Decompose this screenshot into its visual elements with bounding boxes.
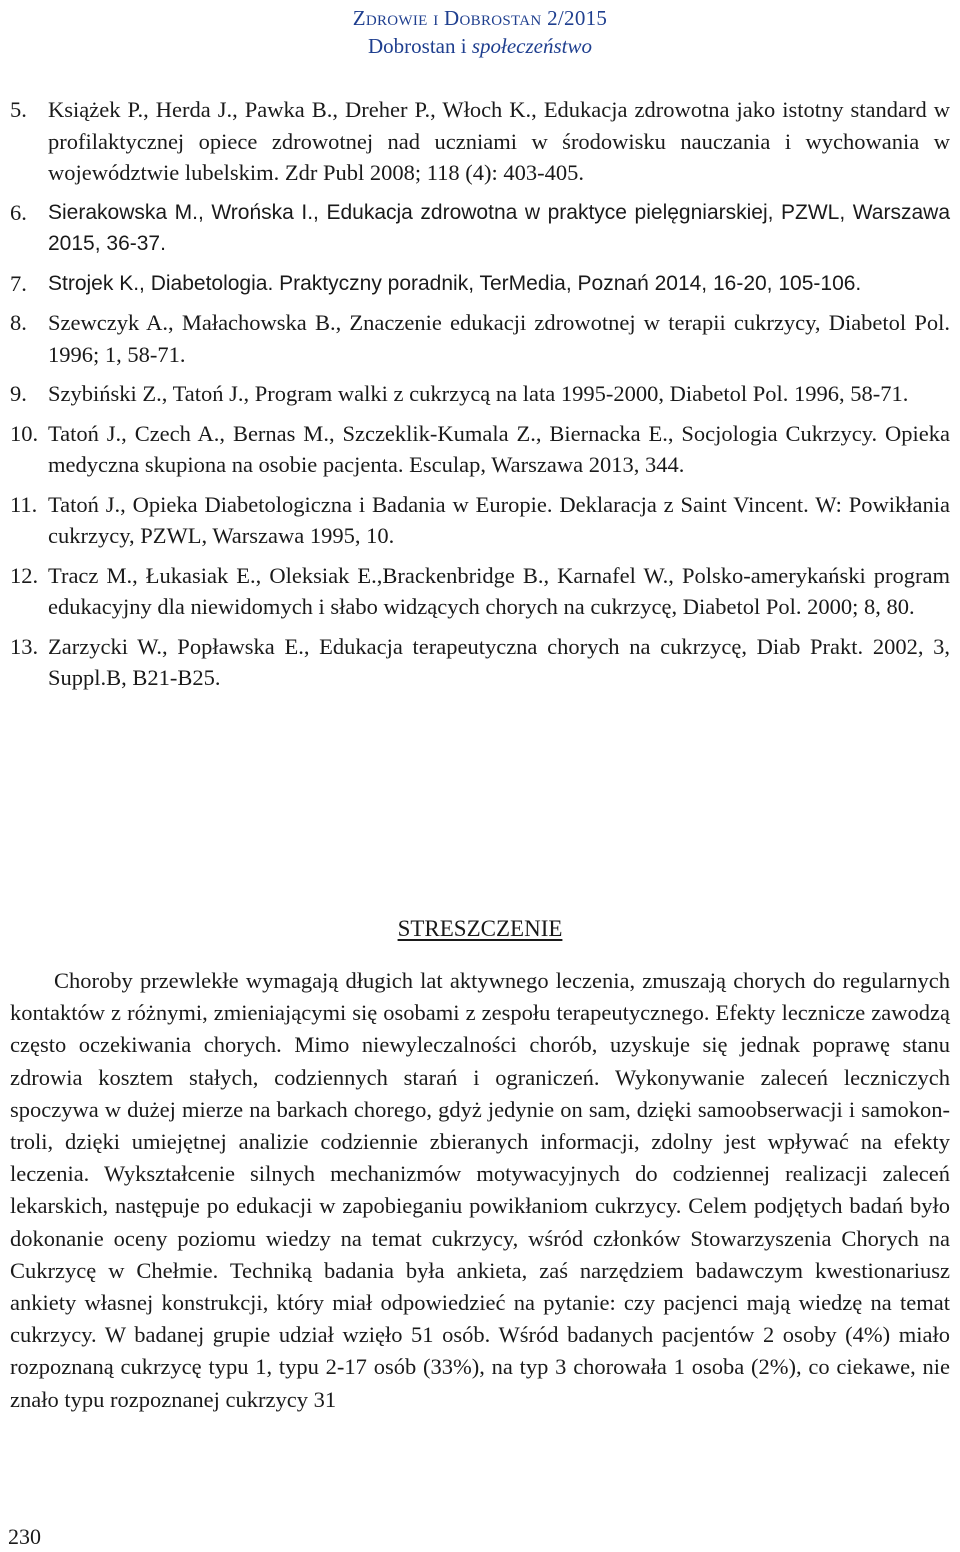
reference-item [10,489,950,552]
reference-number: 7. [10,270,27,296]
reference-number: 6. [10,199,27,225]
reference-text: Tracz M., Łukasiak E., Oleksiak E.,Brackenbridge B., Karnafel W., Polsko-amerykański program edukacyjny dla niewidomych i słabo widzących chorych na cukrzycę, Diabetol Pol. 2000; 8, 80. [48,562,950,619]
reference-number: 10. [10,420,39,446]
reference-item [10,94,950,189]
section-title [0,32,960,60]
reference-text: Zarzycki W., Popławska E., Edukacja terapeutyczna chorych na cukrzycę, Diab Prakt. 2002, 3, Suppl.B, B21-B25. [48,633,950,690]
section-title-prefix: Dobrostan i [368,34,472,58]
reference-item [10,631,950,694]
reference-item [10,197,950,260]
reference-text: Książek P., Herda J., Pawka B., Dreher P., Włoch K., Edukacja zdrowotna jako istotny standard w profilaktycznej opiece zdrowotnej nad uczniami w środowisku nauczania i wychowania w województwie lubelskim. Zdr Publ 2008; 118 (4): 403-405. [48,97,950,185]
reference-number: 9. [10,381,27,406]
reference-text: Tatoń J., Opieka Diabetologiczna i Badania w Europie. Deklaracja z Saint Vincent. W: Powikłania cukrzycy, PZWL, Warszawa 1995, 10. [48,491,950,548]
reference-text: Szybiński Z., Tatoń J., Program walki z cukrzycą na lata 1995-2000, Diabetol Pol. 1996, 58-71. [48,381,909,406]
reference-number: 8. [10,310,27,335]
journal-title: Zdrowie i Dobrostan 2/2015 [352,6,608,30]
reference-number: 11. [10,491,38,517]
reference-item [10,307,950,370]
section-title-italic: społeczeństwo [471,34,592,58]
abstract-body: Choroby przewlekłe wymagają długich lat aktywnego leczenia, zmuszają chorych do regularnych kontaktów z różnymi, zmieniającymi się osobami z zespołu terapeutycznego. Efekty lecznicze zawodzą często oczekiwania chorych. Mimo niewyleczalności chorób, uzyskuje się jednak poprawę stanu zdrowia kosztem stałych, codziennych starań i ograniczeń. Wykonywanie zaleceń leczniczych spoczywa w dużej mierze na barkach chorego, gdyż jedynie on sam, dzięki samoobserwacji i samokontroli, dzięki umiejętnej analizie codziennie zbieranych informacji, zdolny jest wpływać na efekty leczenia. Wykształcenie silnych mechanizmów motywacyjnych do codziennej realizacji zaleceń lekarskich, następuje po edukacji w zapobieganiu powikłaniom cukrzycy. Celem podjętych badań było dokonanie oceny poziomu wiedzy na temat cukrzycy, wśród członków Stowarzyszenia Chorych na Cukrzycę w Chełmie. Techniką badania była ankieta, zaś narzędziem badawczym kwestionariusz ankiety własnej konstrukcji, który miał odpowiedzieć na pytanie: czy pacjenci mają wiedzę na temat cukrzycy. W badanej grupie udział wzięło 51 osób. Wśród badanych pacjentów 2 osoby (4%) miało rozpoznaną cukrzycę typu 1, typu 2-17 osób (33%), na typ 3 chorowała 1 osoba (2%), co ciekawe, nie znało typu rozpoznanej cukrzycy 31 [10,968,950,1412]
reference-text: Strojek K., Diabetologia. Praktyczny poradnik, TerMedia, Poznań 2014, 16-20, 105-106. [48,271,862,295]
reference-number: 5. [10,97,27,122]
reference-number: 13. [10,633,39,659]
reference-list [10,94,950,702]
reference-text: Szewczyk A., Małachowska B., Znaczenie edukacji zdrowotnej w terapii cukrzycy, Diabetol Pol. 1996; 1, 58-71. [48,310,950,367]
reference-item [10,560,950,623]
reference-number: 12. [10,562,39,588]
reference-item [10,268,950,300]
reference-text: Tatoń J., Czech A., Bernas M., Szczeklik-Kumala Z., Biernacka E., Socjologia Cukrzycy. Opieka medyczna skupiona na osobie pacjenta. Esculap, Warszawa 2013, 344. [48,420,950,477]
page-number: 230 [8,1524,41,1549]
reference-text: Sierakowska M., Wrońska I., Edukacja zdrowotna w praktyce pielęgniarskiej, PZWL, Warszawa 2015, 36-37. [48,200,950,255]
reference-item [10,378,950,410]
reference-item [10,418,950,481]
abstract-heading: STRESZCZENIE [397,916,563,941]
